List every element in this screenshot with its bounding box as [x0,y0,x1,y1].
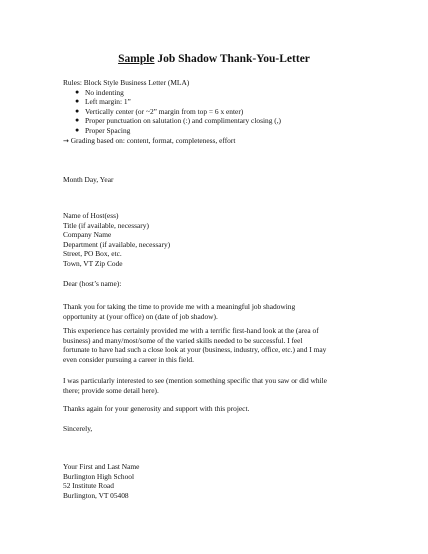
salutation: Dear (host’s name): [63,279,122,288]
rules-list-item: ● Left margin: 1” [75,97,131,107]
address-line: Title (if available, necessary) [63,220,149,230]
right-arrow-icon: → [63,136,69,145]
body-paragraph-3: I was particularly interested to see (mention something specific that you saw or did while there; provide some detail here). [63,376,327,395]
address-line: Company Name [63,230,112,240]
page-title [0,52,428,66]
signature-line: 52 Institute Road [63,481,114,491]
body-paragraph-2: This experience has certainly provided me with a terrific first-hand look at the (area of business) and many/most/some of the varied skills needed to be successful. I feel fortunate to have had such a close look at your (business, industry, office, etc.) and I may even consider pursuing a career in this field. [63,326,327,364]
signature-line: Your First and Last Name [63,462,140,471]
address-line: Name of Host(ess) [63,211,119,220]
bullet-icon: ● [75,125,80,134]
rules-list-item: ● Vertically center (or ~2” margin from top = 6 x enter) [75,106,244,116]
address-line: Town, VT Zip Code [63,258,123,268]
signature-block [63,462,383,500]
address-line: Street, PO Box, etc. [63,249,122,259]
body-paragraph-1: Thank you for taking the time to provide me with a meaningful job shadowing opportunity at (your office) on (date of job shadow). [63,302,296,321]
bullet-icon: ● [75,87,80,96]
letter-date: Month Day, Year [63,175,114,184]
address-line: Department (if available, necessary) [63,239,171,249]
grading-line: → Grading based on: content, format, completeness, effort [63,135,236,145]
inside-address [63,211,383,269]
bullet-icon: ● [75,116,80,125]
rules-list-item: ● Proper punctuation on salutation (:) and complimentary closing (,) [75,116,282,126]
bullet-icon: ● [75,106,80,115]
bullet-icon: ● [75,97,80,106]
signature-line: Burlington, VT 05408 [63,490,129,500]
signature-line: Burlington High School [63,471,135,481]
rules-heading: Rules: Block Style Business Letter (MLA) [63,78,190,87]
rules-list [63,88,383,136]
rules-list-item: ● Proper Spacing [75,125,131,135]
complimentary-closing: Sincerely, [63,424,93,433]
rules-list-item: ● No indenting [75,87,124,97]
rules-section [63,78,383,146]
title-underlined-word: Sample [118,53,155,65]
title-rest: Job Shadow Thank-You-Letter [154,53,310,65]
body-paragraph-4: Thanks again for your generosity and support with this project. [63,404,250,413]
